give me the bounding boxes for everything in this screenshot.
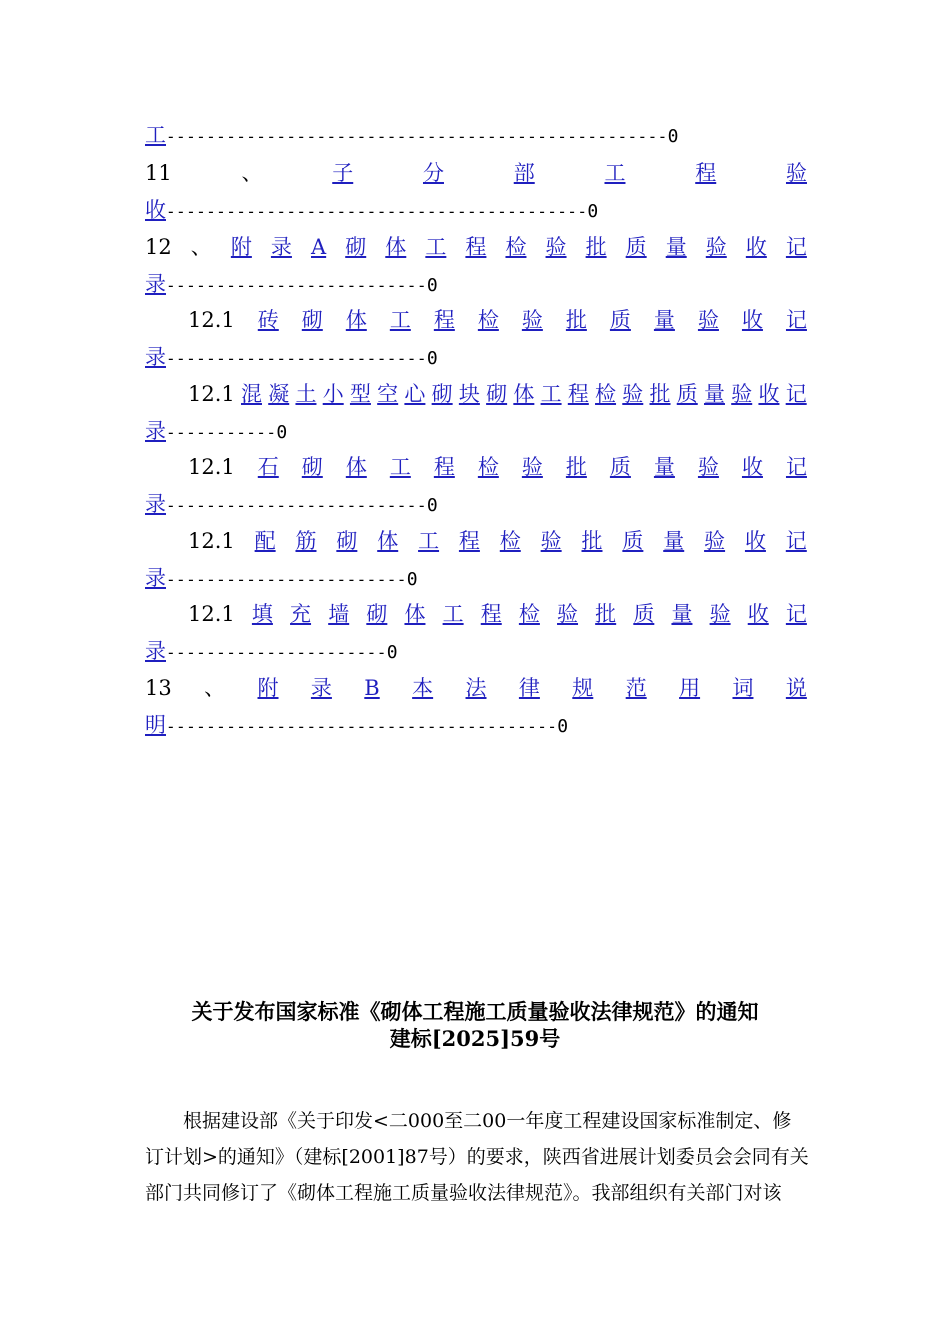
toc-link-char[interactable]: 程 [480, 602, 502, 626]
toc-link[interactable]: 工 [145, 123, 166, 147]
notice-subtitle: 建标[2025]59号 [389, 1026, 561, 1051]
toc-link-char[interactable]: B [364, 676, 380, 700]
toc-separator: 、 [241, 161, 263, 185]
toc-link-char[interactable]: 填 [251, 602, 273, 626]
toc-link-char[interactable]: 型 [349, 382, 371, 406]
toc-link-char[interactable]: 验 [731, 382, 753, 406]
toc-link-char[interactable]: 检 [518, 602, 540, 626]
toc-link-char[interactable]: 工 [604, 161, 626, 185]
notice-body [145, 1103, 807, 1211]
toc-entry-continuation[interactable] [145, 342, 807, 372]
toc-entry-continuation[interactable] [145, 120, 807, 150]
toc-leader: ----------- [166, 423, 277, 442]
toc-entry-12-1-reinforced[interactable] [188, 526, 807, 556]
toc-link-char[interactable]: 检 [477, 455, 499, 479]
toc-link-char[interactable]: 质 [622, 529, 644, 553]
toc-page-number: 0 [587, 201, 599, 222]
toc-link-char[interactable]: 石 [257, 455, 279, 479]
toc-link[interactable]: 录 [145, 566, 166, 590]
toc-number: 13 [145, 676, 172, 700]
toc-link-char[interactable]: 砌 [431, 382, 453, 406]
toc-link-char[interactable]: 验 [545, 235, 567, 259]
toc-entry-continuation[interactable] [145, 416, 807, 446]
toc-page-number: 0 [386, 642, 398, 663]
toc-entry-continuation[interactable] [145, 195, 807, 225]
toc-link-char[interactable]: 记 [785, 529, 807, 553]
toc-link-char[interactable]: 筋 [295, 529, 317, 553]
toc-entry-11[interactable] [145, 158, 807, 188]
toc-link[interactable]: 录 [145, 272, 166, 296]
toc-link-char[interactable]: 记 [785, 382, 807, 406]
toc-link-char[interactable]: 工 [442, 602, 464, 626]
toc-number: 12.1 [188, 529, 235, 553]
toc-link-char[interactable]: 收 [745, 235, 767, 259]
toc-link-char[interactable]: 砌 [486, 382, 508, 406]
toc-link-char[interactable]: 砌 [336, 529, 358, 553]
toc-page-number: 0 [406, 569, 418, 590]
toc-link-char[interactable]: 体 [404, 602, 426, 626]
toc-link-char[interactable]: 工 [418, 529, 440, 553]
toc-page-number: 0 [426, 348, 438, 369]
toc-link-char[interactable]: 墙 [328, 602, 350, 626]
toc-link-char[interactable]: 质 [609, 308, 631, 332]
toc-link-char[interactable]: 批 [581, 529, 603, 553]
toc-separator: 、 [204, 676, 226, 700]
toc-link-char[interactable]: 量 [671, 602, 693, 626]
toc-link-char[interactable]: 充 [290, 602, 312, 626]
toc-link-char[interactable]: 说 [785, 676, 807, 700]
toc-link-char[interactable]: 验 [622, 382, 644, 406]
toc-page-number: 0 [276, 422, 288, 443]
toc-link-char[interactable]: 验 [705, 235, 727, 259]
toc-link-char[interactable]: 小 [322, 382, 344, 406]
toc-leader: -------------------------- [166, 349, 427, 368]
toc-link-char[interactable]: 检 [595, 382, 617, 406]
toc-link-char[interactable]: 批 [585, 235, 607, 259]
toc-leader: ------------------------------------------ [166, 202, 588, 221]
toc-link-char[interactable]: 验 [704, 529, 726, 553]
toc-link-char[interactable]: 程 [433, 308, 455, 332]
toc-link-char[interactable]: 子 [332, 161, 354, 185]
toc-number: 11 [145, 161, 172, 185]
toc-link-char[interactable]: 批 [649, 382, 671, 406]
toc-link-char[interactable]: 附 [230, 235, 252, 259]
toc-link-char[interactable]: 批 [565, 308, 587, 332]
toc-link-char[interactable]: 程 [433, 455, 455, 479]
toc-link-char[interactable]: 本 [412, 676, 434, 700]
toc-link-char[interactable]: 部 [513, 161, 535, 185]
toc-link-char[interactable]: 分 [422, 161, 444, 185]
toc-link-char[interactable]: A [310, 235, 327, 259]
toc-link-char[interactable]: 砖 [257, 308, 279, 332]
toc-separator: 、 [190, 235, 212, 259]
toc-link[interactable]: 明 [145, 713, 166, 737]
toc-number: 12 [145, 235, 172, 259]
toc-link-char[interactable]: 验 [521, 455, 543, 479]
toc-page-number: 0 [426, 275, 438, 296]
toc-number: 12.1 [188, 308, 235, 332]
toc-link-char[interactable]: 词 [732, 676, 754, 700]
toc-number: 12.1 [188, 382, 235, 406]
toc-link-char[interactable]: 凝 [268, 382, 290, 406]
toc-link-char[interactable]: 验 [521, 308, 543, 332]
toc-leader: --------------------------------------- [166, 717, 558, 736]
toc-link[interactable]: 录 [145, 345, 166, 369]
toc-link-char[interactable]: 记 [785, 308, 807, 332]
toc-leader: -------------------------- [166, 276, 427, 295]
toc-link-char[interactable]: 量 [663, 529, 685, 553]
toc-entry-13[interactable] [145, 673, 807, 703]
toc-link-char[interactable]: 质 [676, 382, 698, 406]
toc-link-char[interactable]: 土 [295, 382, 317, 406]
toc-link-char[interactable]: 体 [345, 308, 367, 332]
toc-link-char[interactable]: 砌 [366, 602, 388, 626]
toc-entry-continuation[interactable] [145, 710, 807, 740]
toc-link-char[interactable]: 砌 [345, 235, 367, 259]
toc-link-char[interactable]: 工 [389, 308, 411, 332]
toc-link-char[interactable]: 质 [633, 602, 655, 626]
toc-link-char[interactable]: 体 [345, 455, 367, 479]
toc-link-char[interactable]: 记 [785, 602, 807, 626]
toc-link-char[interactable]: 砌 [301, 308, 323, 332]
toc-link-char[interactable]: 配 [254, 529, 276, 553]
toc-link-char[interactable]: 批 [565, 455, 587, 479]
toc-link-char[interactable]: 记 [785, 235, 807, 259]
toc-leader: -------------------------- [166, 496, 427, 515]
toc-link-char[interactable]: 检 [499, 529, 521, 553]
toc-leader: ---------------------- [166, 643, 387, 662]
toc-number: 12.1 [188, 455, 235, 479]
toc-link-char[interactable]: 收 [747, 602, 769, 626]
toc-page-number: 0 [557, 716, 569, 737]
toc-link-char[interactable]: 批 [595, 602, 617, 626]
toc-link-char[interactable]: 验 [709, 602, 731, 626]
notice-title: 关于发布国家标准《砌体工程施工质量验收法律规范》的通知 [191, 999, 759, 1024]
toc-entry-continuation[interactable] [145, 563, 807, 593]
toc-link-char[interactable]: 砌 [301, 455, 323, 479]
body-line: 部门共同修订了《砌体工程施工质量验收法律规范》。我部组织有关部门对该 [145, 1182, 782, 1204]
toc-link-char[interactable]: 检 [477, 308, 499, 332]
toc-link-char[interactable]: 工 [389, 455, 411, 479]
toc-link-char[interactable]: 验 [785, 161, 807, 185]
toc-link-char[interactable]: 收 [744, 529, 766, 553]
toc-link[interactable]: 录 [145, 419, 166, 443]
toc-link[interactable]: 录 [145, 639, 166, 663]
toc-link-char[interactable]: 量 [703, 382, 725, 406]
body-line: 根据建设部《关于印发<二000至二00一年度工程建设国家标准制定、修 [183, 1110, 792, 1132]
toc-link-char[interactable]: 程 [458, 529, 480, 553]
toc-entry-continuation[interactable] [145, 636, 807, 666]
toc-link-char[interactable]: 块 [458, 382, 480, 406]
toc-link-char[interactable]: 量 [653, 455, 675, 479]
toc-link-char[interactable]: 工 [540, 382, 562, 406]
toc-link-char[interactable]: 法 [465, 676, 487, 700]
toc-link-char[interactable]: 体 [385, 235, 407, 259]
toc-leader: -------------------------------------------------- [166, 127, 668, 146]
toc-link-char[interactable]: 用 [679, 676, 701, 700]
toc-link-char[interactable]: 量 [665, 235, 687, 259]
toc-entry-12[interactable] [145, 232, 807, 262]
toc-link-char[interactable]: 验 [540, 529, 562, 553]
toc-page-number: 0 [426, 495, 438, 516]
toc-entry-continuation[interactable] [145, 269, 807, 299]
toc-link[interactable]: 收 [145, 198, 166, 222]
toc-link-char[interactable]: 收 [741, 308, 763, 332]
toc-link-char[interactable]: 质 [609, 455, 631, 479]
toc-link-char[interactable]: 程 [567, 382, 589, 406]
body-line: 订计划>的通知》（建标[2001]87号）的要求，陕西省进展计划委员会会同有关 [145, 1146, 809, 1168]
toc-link-char[interactable]: 程 [695, 161, 717, 185]
toc-link[interactable]: 录 [145, 492, 166, 516]
toc-entry-12-1-infill-wall[interactable] [188, 599, 807, 629]
toc-link-char[interactable]: 录 [310, 676, 332, 700]
toc-link-char[interactable]: 空 [377, 382, 399, 406]
toc-link-char[interactable]: 附 [257, 676, 279, 700]
toc-number: 12.1 [188, 602, 235, 626]
toc-link-char[interactable]: 范 [625, 676, 647, 700]
toc-entry-12-1-concrete-block[interactable] [188, 379, 807, 409]
toc-link-char[interactable]: 质 [625, 235, 647, 259]
toc-entry-12-1-brick[interactable] [188, 305, 807, 335]
toc-link-char[interactable]: 录 [270, 235, 292, 259]
toc-link-char[interactable]: 收 [741, 455, 763, 479]
toc-link-char[interactable]: 收 [758, 382, 780, 406]
toc-link-char[interactable]: 检 [505, 235, 527, 259]
toc-link-char[interactable]: 记 [785, 455, 807, 479]
toc-link-char[interactable]: 体 [377, 529, 399, 553]
toc-link-char[interactable]: 规 [572, 676, 594, 700]
toc-link-char[interactable]: 程 [465, 235, 487, 259]
toc-entry-12-1-stone[interactable] [188, 452, 807, 482]
toc-leader: ------------------------ [166, 570, 407, 589]
toc-link-char[interactable]: 验 [697, 455, 719, 479]
toc-link-char[interactable]: 混 [241, 382, 262, 406]
toc-link-char[interactable]: 量 [653, 308, 675, 332]
toc-link-char[interactable]: 验 [557, 602, 579, 626]
toc-link-char[interactable]: 验 [697, 308, 719, 332]
toc-link-char[interactable]: 体 [513, 382, 535, 406]
toc-link-char[interactable]: 律 [518, 676, 540, 700]
toc-link-char[interactable]: 工 [425, 235, 447, 259]
toc-link-char[interactable]: 心 [404, 382, 426, 406]
toc-page-number: 0 [667, 126, 679, 147]
toc-entry-continuation[interactable] [145, 489, 807, 519]
